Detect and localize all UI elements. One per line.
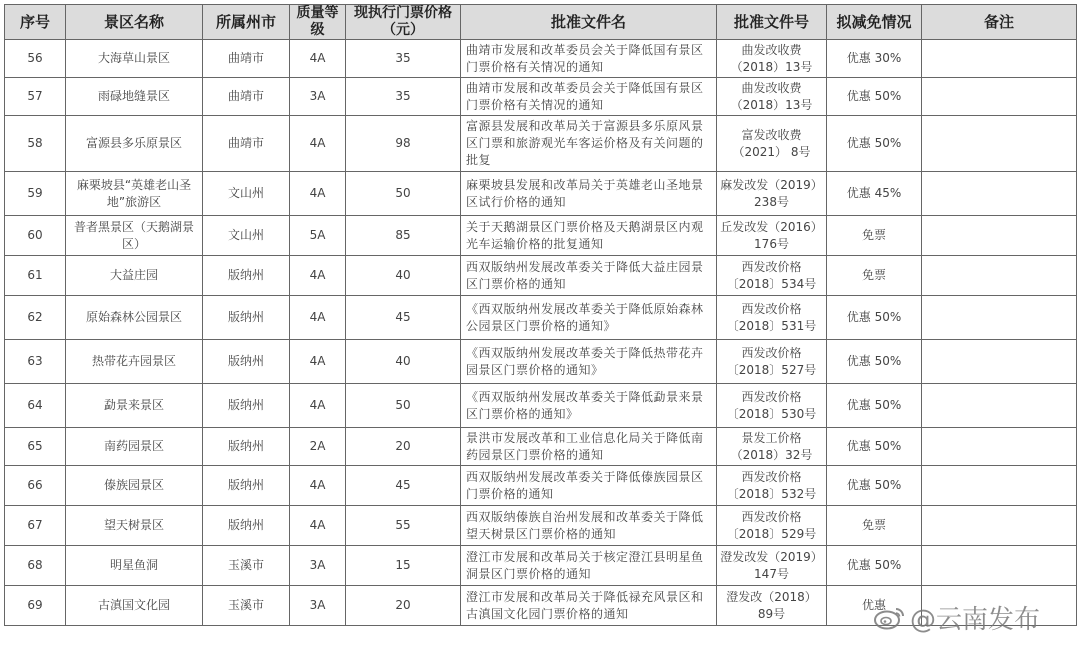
cell-no: 60 [5, 216, 66, 256]
cell-price: 20 [346, 586, 461, 626]
cell-no: 57 [5, 78, 66, 116]
cell-docno: 澄发改发（2019）147号 [717, 546, 827, 586]
cell-note [922, 546, 1077, 586]
cell-no: 62 [5, 296, 66, 340]
cell-plan: 优惠 50% [827, 116, 922, 172]
cell-city: 曲靖市 [203, 116, 290, 172]
cell-price: 45 [346, 296, 461, 340]
cell-name: 南药园景区 [66, 428, 203, 466]
cell-docno: 富发改收费（2021） 8号 [717, 116, 827, 172]
cell-grade: 3A [290, 546, 346, 586]
cell-city: 曲靖市 [203, 40, 290, 78]
cell-no: 66 [5, 466, 66, 506]
col-header-docno: 批准文件号 [717, 5, 827, 40]
cell-plan: 优惠 50% [827, 546, 922, 586]
cell-name: 麻栗坡县“英雄老山圣地”旅游区 [66, 172, 203, 216]
cell-price: 98 [346, 116, 461, 172]
table-row [5, 384, 1077, 428]
table-row [5, 506, 1077, 546]
cell-grade: 4A [290, 296, 346, 340]
cell-city: 版纳州 [203, 428, 290, 466]
cell-city: 玉溪市 [203, 586, 290, 626]
col-header-no: 序号 [5, 5, 66, 40]
cell-note [922, 40, 1077, 78]
table-row [5, 340, 1077, 384]
cell-doc: 《西双版纳州发展改革委关于降低勐景来景区门票价格的通知》 [461, 384, 717, 428]
table-row [5, 466, 1077, 506]
table-row [5, 428, 1077, 466]
table-row [5, 546, 1077, 586]
weibo-icon [872, 605, 906, 631]
col-header-note: 备注 [922, 5, 1077, 40]
cell-grade: 4A [290, 256, 346, 296]
cell-note [922, 216, 1077, 256]
cell-docno: 丘发改发（2016）176号 [717, 216, 827, 256]
cell-price: 85 [346, 216, 461, 256]
cell-grade: 3A [290, 586, 346, 626]
cell-plan: 优惠 [827, 586, 922, 626]
cell-price: 40 [346, 340, 461, 384]
table-row [5, 296, 1077, 340]
cell-plan: 免票 [827, 506, 922, 546]
table-body [5, 40, 1077, 626]
cell-name: 原始森林公园景区 [66, 296, 203, 340]
cell-plan: 优惠 50% [827, 384, 922, 428]
weibo-watermark [872, 599, 1040, 636]
col-header-doc: 批准文件名 [461, 5, 717, 40]
cell-grade: 4A [290, 172, 346, 216]
cell-price: 20 [346, 428, 461, 466]
cell-doc: 澄江市发展和改革局关于核定澄江县明星鱼洞景区门票价格的通知 [461, 546, 717, 586]
cell-price: 45 [346, 466, 461, 506]
scenic-price-table [4, 4, 1077, 626]
cell-docno: 西发改价格〔2018〕527号 [717, 340, 827, 384]
cell-grade: 4A [290, 116, 346, 172]
cell-plan: 优惠 50% [827, 466, 922, 506]
cell-doc: 富源县发展和改革局关于富源县多乐原风景区门票和旅游观光车客运价格及有关问题的批复 [461, 116, 717, 172]
col-header-name: 景区名称 [66, 5, 203, 40]
cell-doc: 曲靖市发展和改革委员会关于降低国有景区门票价格有关情况的通知 [461, 78, 717, 116]
cell-doc: 麻栗坡县发展和改革局关于英雄老山圣地景区试行价格的通知 [461, 172, 717, 216]
cell-grade: 3A [290, 78, 346, 116]
cell-grade: 4A [290, 384, 346, 428]
cell-docno: 麻发改发（2019）238号 [717, 172, 827, 216]
cell-name: 普者黑景区（天鹅湖景区） [66, 216, 203, 256]
watermark-text: @云南发布 [909, 605, 1040, 635]
cell-docno: 景发工价格（2018）32号 [717, 428, 827, 466]
cell-no: 63 [5, 340, 66, 384]
cell-doc: 景洪市发展改革和工业信息化局关于降低南药园景区门票价格的通知 [461, 428, 717, 466]
cell-name: 古滇国文化园 [66, 586, 203, 626]
cell-grade: 4A [290, 40, 346, 78]
cell-docno: 澄发改（2018）89号 [717, 586, 827, 626]
cell-city: 文山州 [203, 172, 290, 216]
cell-doc: 《西双版纳州发展改革委关于降低原始森林公园景区门票价格的通知》 [461, 296, 717, 340]
cell-plan: 免票 [827, 256, 922, 296]
cell-price: 15 [346, 546, 461, 586]
cell-name: 大益庄园 [66, 256, 203, 296]
cell-city: 版纳州 [203, 340, 290, 384]
col-header-grade: 质量等级 [290, 5, 346, 40]
cell-city: 版纳州 [203, 256, 290, 296]
cell-doc: 关于天鹅湖景区门票价格及天鹅湖景区内观光车运输价格的批复通知 [461, 216, 717, 256]
cell-note [922, 116, 1077, 172]
cell-name: 勐景来景区 [66, 384, 203, 428]
cell-note [922, 296, 1077, 340]
cell-name: 雨碌地缝景区 [66, 78, 203, 116]
cell-name: 富源县多乐原景区 [66, 116, 203, 172]
cell-plan: 免票 [827, 216, 922, 256]
cell-no: 68 [5, 546, 66, 586]
cell-plan: 优惠 50% [827, 296, 922, 340]
cell-city: 版纳州 [203, 466, 290, 506]
cell-grade: 2A [290, 428, 346, 466]
cell-plan: 优惠 50% [827, 78, 922, 116]
table-row [5, 172, 1077, 216]
cell-doc: 《西双版纳州发展改革委关于降低热带花卉园景区门票价格的通知》 [461, 340, 717, 384]
header-row [5, 5, 1077, 40]
table-row [5, 40, 1077, 78]
cell-note [922, 428, 1077, 466]
cell-name: 傣族园景区 [66, 466, 203, 506]
cell-no: 65 [5, 428, 66, 466]
cell-note [922, 256, 1077, 296]
cell-note [922, 384, 1077, 428]
cell-plan: 优惠 50% [827, 340, 922, 384]
cell-city: 玉溪市 [203, 546, 290, 586]
cell-doc: 西双版纳州发展改革委关于降低大益庄园景区门票价格的通知 [461, 256, 717, 296]
cell-grade: 4A [290, 466, 346, 506]
cell-no: 56 [5, 40, 66, 78]
cell-docno: 曲发改收费（2018）13号 [717, 78, 827, 116]
cell-note [922, 466, 1077, 506]
cell-docno: 西发改价格〔2018〕529号 [717, 506, 827, 546]
cell-docno: 曲发改收费（2018）13号 [717, 40, 827, 78]
cell-city: 文山州 [203, 216, 290, 256]
cell-name: 明星鱼洞 [66, 546, 203, 586]
table-row [5, 116, 1077, 172]
cell-plan: 优惠 30% [827, 40, 922, 78]
cell-price: 40 [346, 256, 461, 296]
table-row [5, 216, 1077, 256]
cell-grade: 5A [290, 216, 346, 256]
cell-no: 64 [5, 384, 66, 428]
cell-price: 50 [346, 384, 461, 428]
cell-note [922, 340, 1077, 384]
col-header-price: 现执行门票价格（元） [346, 5, 461, 40]
cell-price: 35 [346, 40, 461, 78]
cell-grade: 4A [290, 506, 346, 546]
cell-doc: 曲靖市发展和改革委员会关于降低国有景区门票价格有关情况的通知 [461, 40, 717, 78]
cell-grade: 4A [290, 340, 346, 384]
cell-docno: 西发改价格〔2018〕530号 [717, 384, 827, 428]
cell-no: 69 [5, 586, 66, 626]
cell-doc: 澄江市发展和改革局关于降低禄充风景区和古滇国文化园门票价格的通知 [461, 586, 717, 626]
cell-price: 55 [346, 506, 461, 546]
table-row [5, 256, 1077, 296]
cell-note [922, 78, 1077, 116]
col-header-city: 所属州市 [203, 5, 290, 40]
cell-city: 版纳州 [203, 506, 290, 546]
cell-docno: 西发改价格〔2018〕534号 [717, 256, 827, 296]
table-row [5, 78, 1077, 116]
cell-name: 大海草山景区 [66, 40, 203, 78]
cell-price: 50 [346, 172, 461, 216]
cell-no: 59 [5, 172, 66, 216]
cell-doc: 西双版纳州发展改革委关于降低傣族园景区门票价格的通知 [461, 466, 717, 506]
cell-note [922, 506, 1077, 546]
cell-name: 望天树景区 [66, 506, 203, 546]
cell-docno: 西发改价格〔2018〕532号 [717, 466, 827, 506]
cell-city: 版纳州 [203, 296, 290, 340]
cell-no: 61 [5, 256, 66, 296]
cell-plan: 优惠 50% [827, 428, 922, 466]
cell-name: 热带花卉园景区 [66, 340, 203, 384]
cell-city: 版纳州 [203, 384, 290, 428]
cell-city: 曲靖市 [203, 78, 290, 116]
cell-docno: 西发改价格〔2018〕531号 [717, 296, 827, 340]
cell-doc: 西双版纳傣族自治州发展和改革委关于降低望天树景区门票价格的通知 [461, 506, 717, 546]
cell-note [922, 172, 1077, 216]
cell-price: 35 [346, 78, 461, 116]
cell-no: 67 [5, 506, 66, 546]
cell-plan: 优惠 45% [827, 172, 922, 216]
col-header-plan: 拟减免情况 [827, 5, 922, 40]
cell-no: 58 [5, 116, 66, 172]
